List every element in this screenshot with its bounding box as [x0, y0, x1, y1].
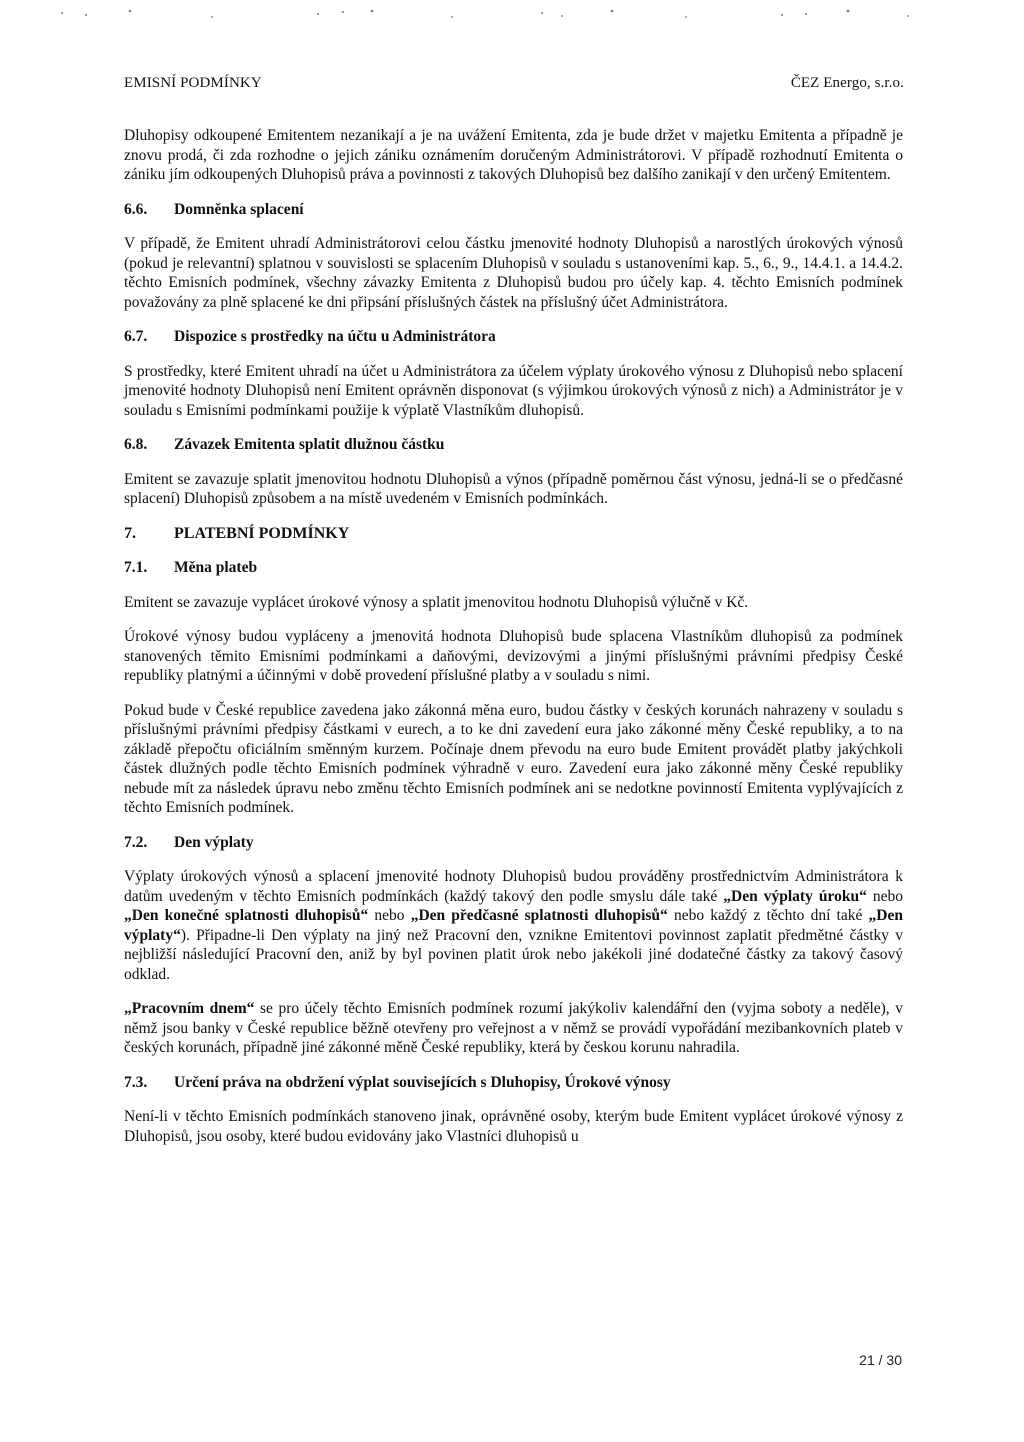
section-title: Určení práva na obdržení výplat souvisejících s Dluhopisy, Úrokové výnosy	[174, 1073, 671, 1091]
paragraph-7-2-payment-day	[124, 867, 903, 984]
heading-7-2	[124, 833, 903, 853]
heading-7-3	[124, 1073, 903, 1093]
paragraph-7-1-euro: Pokud bude v České republice zavedena jako zákonná měna euro, budou částky v českých korunách nahrazeny v souladu s příslušnými právními předpisy částkami v eurech, a to ke dni zavedení eura jako zákonné měny České republiky, a to na základě přepočtu oficiálním směnným kurzem. Počínaje dnem převodu na euro bude Emitent provádět platby jakýchkoli částek dlužných podle těchto Emisních podmínek výhradně v euro. Zavedení eura jako zákonné měny České republiky nebude mít za následek úpravu nebo změnu těchto Emisních podmínek ani se nedotkne povinností Emitenta vyplývajících z těchto Emisních podmínek.	[124, 701, 903, 816]
section-number: 6.8.	[124, 436, 148, 453]
section-number: 6.6.	[124, 200, 148, 218]
section-number: 6.7.	[124, 328, 148, 345]
paragraph-7-2-business-day	[124, 999, 903, 1058]
section-title: Měna plateb	[174, 559, 258, 576]
text-run: nebo každý z těchto dní také	[667, 907, 869, 924]
page-number: 21 / 30	[859, 1352, 902, 1368]
defined-term: „Den výplaty úroku“	[723, 887, 867, 905]
paragraph-7-1-payments: Úrokové výnosy budou vypláceny a jmenovitá hodnota Dluhopisů bude splacena Vlastníkům dluhopisů za podmínek stanovených těmito Emisními podmínkami a daňovými, devizovými a jinými příslušnými právními předpisy České republiky platnými a účinnými v době provedení příslušné platby a v souladu s nimi.	[124, 628, 903, 684]
heading-7-1	[124, 558, 903, 578]
heading-6-7	[124, 327, 903, 347]
defined-term: „Den předčasné splatnosti dluhopisů“	[410, 907, 668, 924]
paragraph-7-3: Není-li v těchto Emisních podmínkách stanoveno jinak, oprávněné osoby, kterým bude Emitent vyplácet úrokové výnosy z Dluhopisů, jsou osoby, které budou evidovány jako Vlastníci dluhopisů u	[124, 1108, 903, 1145]
paragraph-6-8: Emitent se zavazuje splatit jmenovitou hodnotu Dluhopisů a výnos (případně poměrnou část výnosu, jedná-li se o předčasné splacení) Dluhopisů způsobem a na místě uvedeném v Emisních podmínkách.	[124, 470, 903, 507]
defined-term: „Den výplaty“	[124, 907, 903, 944]
section-title: PLATEBNÍ PODMÍNKY	[174, 524, 350, 542]
section-number: 7.2.	[124, 833, 148, 851]
section-number: 7.1.	[124, 559, 148, 576]
text-run: se pro účely těchto Emisních podmínek rozumí jakýkoliv kalendářní den (vyjma soboty a neděle), v němž jsou banky v České republice běžně otevřeny pro veřejnost a v němž se provádí vypořádání mezibankovních plateb v českých korunách, případně jiné zákonné měně České republiky, která by českou korunu nahradila.	[124, 1000, 903, 1056]
section-title: Závazek Emitenta splatit dlužnou částku	[174, 436, 445, 453]
section-title: Dispozice s prostředky na účtu u Administrátora	[174, 328, 496, 345]
paragraph-6-7: S prostředky, které Emitent uhradí na účet u Administrátora za účelem výplaty úrokového výnosu z Dluhopisů nebo splacení jmenovité hodnoty Dluhopisů není Emitent oprávněn disponovat (s výjimkou úrokových výnosů z nich) a Administrátor je v souladu s Emisními podmínkami použije k výplatě Vlastníkům dluhopisů.	[124, 362, 903, 419]
header-company-name: ČEZ Energo, s.r.o.	[790, 75, 904, 91]
paragraph-7-1-currency: Emitent se zavazuje vyplácet úrokové výnosy a splatit jmenovitou hodnotu Dluhopisů výlučně v Kč.	[124, 593, 749, 611]
paragraph-6-6: V případě, že Emitent uhradí Administrátorovi celou částku jmenovité hodnoty Dluhopisů a narostlých úrokových výnosů (pokud je relevantní) splatnou v souvislosti se splacením Dluhopisů v souladu s ustanoveními kap. 5., 6., 9., 14.4.1. a 14.4.2. těchto Emisních podmínek, všechny závazky Emitenta z Dluhopisů budou pro účely kap. 4. těchto Emisních podmínek považovány za plně splacené ke dni připsání příslušných částek na příslušný účet Administrátora.	[124, 235, 903, 311]
text-run: nebo	[368, 907, 411, 924]
scan-artifact-dots	[0, 0, 1024, 30]
section-number: 7.	[124, 524, 136, 542]
defined-term: „Pracovním dnem“	[124, 1000, 255, 1017]
document-body	[124, 126, 903, 1161]
text-run: Výplaty úrokových výnosů a splacení jmenovité hodnoty Dluhopisů budou prováděny prostřednictvím Administrátora k datům uvedeným v těchto Emisních podmínkách (každý takový den podle smyslu dále také	[124, 868, 903, 905]
defined-term: „Den konečné splatnosti dluhopisů“	[124, 907, 369, 924]
paragraph-intro: Dluhopisy odkoupené Emitentem nezanikají a je na uvážení Emitenta, zda je bude držet v majetku Emitenta a případně je znovu prodá, či zda rozhodne o jejich zániku oznámením doručeným Administrátorovi. V případě rozhodnutí Emitenta o zániku jím odkoupených Dluhopisů práva a povinnosti z takových Dluhopisů bez dalšího zanikají v den určený Emitentem.	[124, 127, 903, 183]
section-title: Den výplaty	[174, 833, 254, 851]
heading-6-6	[124, 200, 903, 220]
text-run: nebo	[866, 887, 903, 905]
section-title: Domněnka splacení	[174, 200, 304, 218]
text-run: ). Připadne-li Den výplaty na jiný než Pracovní den, vznikne Emitentovi povinnost zaplatit předmětné částky v nejbližší následující Pracovní den, aniž by byl povinen platit úrok nebo jakékoli jiné dodatečné částky za takový časový odklad.	[124, 926, 903, 983]
heading-6-8	[124, 435, 903, 455]
header-document-title: EMISNÍ PODMÍNKY	[124, 75, 262, 91]
section-number: 7.3.	[124, 1073, 148, 1091]
heading-7	[124, 524, 903, 544]
